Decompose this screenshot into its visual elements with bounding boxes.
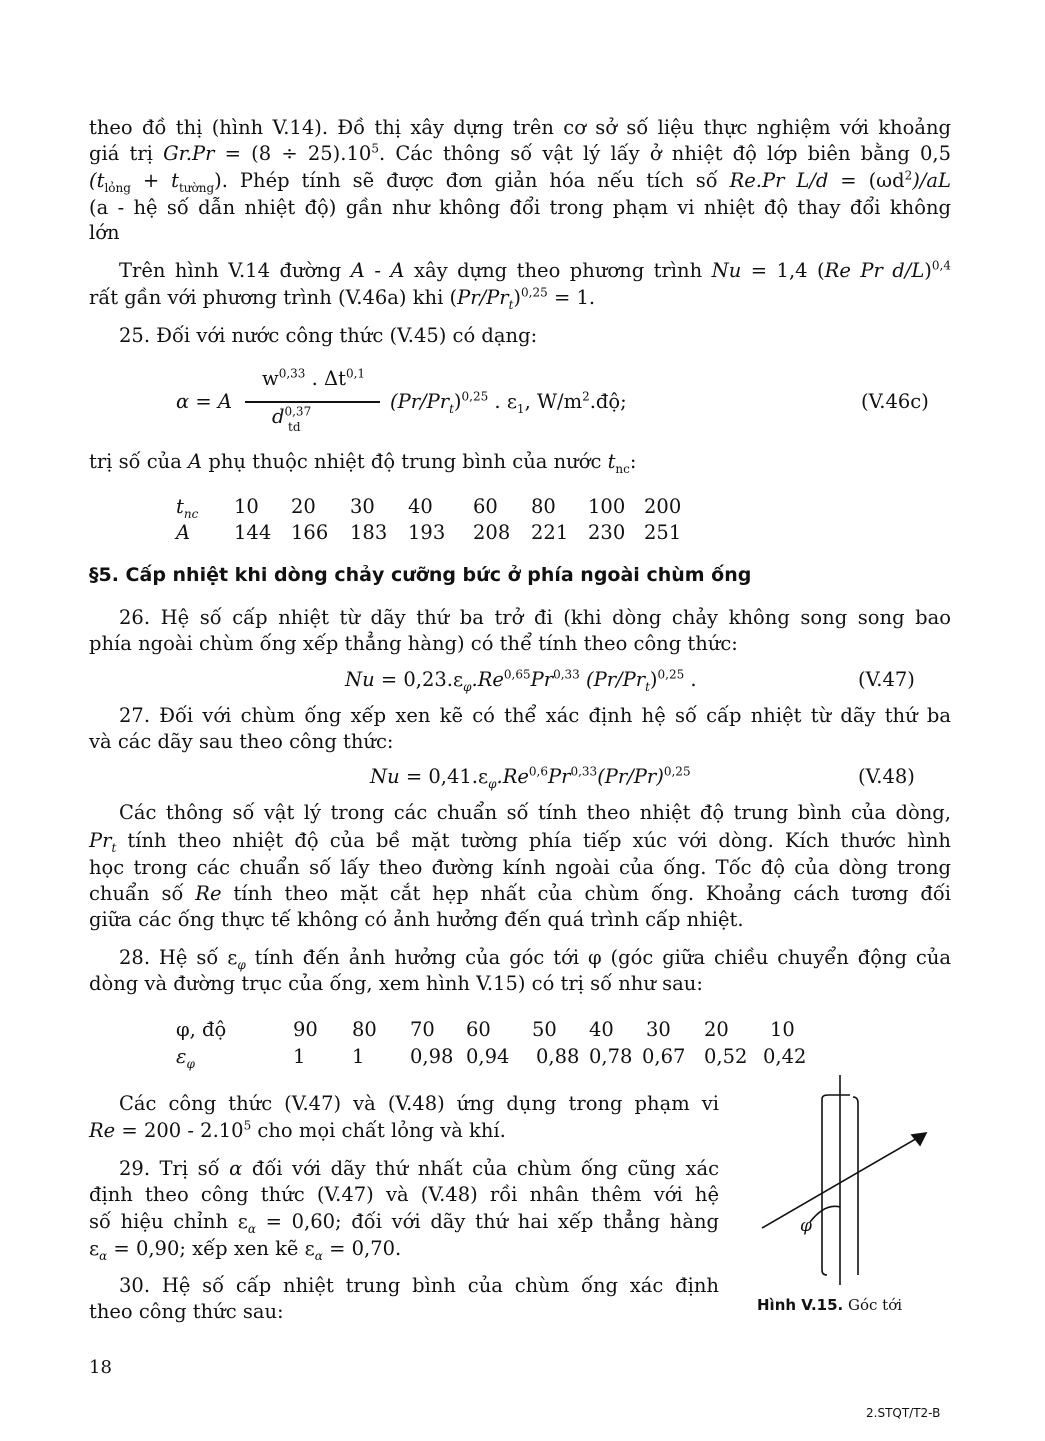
table-cell: 60 — [473, 495, 498, 518]
fraction-bar — [245, 401, 380, 403]
equation-number: (V.47) — [858, 668, 915, 691]
paragraph-line: trị số của A phụ thuộc nhiệt độ trung bình của nước $t_{nc}$: — [89, 450, 637, 476]
table-cell: 230 — [588, 521, 626, 544]
table-cell: 0,42 — [763, 1045, 807, 1068]
eq-numerator: $w^{0,33}$ . Δt$^{0,1}$ — [262, 366, 366, 390]
table-cell: 251 — [644, 521, 682, 544]
table-cell: 0,67 — [642, 1045, 686, 1068]
paragraph-line: và các dãy sau theo công thức: — [89, 730, 394, 753]
paragraph-line: lớn — [89, 221, 120, 244]
paragraph-line: rất gần với phương trình (V.46a) khi $(Pr/Pr_t)^{0,25} = 1$. — [89, 285, 596, 312]
equation-number: (V.46c) — [861, 390, 929, 413]
paragraph-line: chuẩn số Re tính theo mặt cắt hẹp nhất của chùm ống. Khoảng cách tương đối — [89, 882, 951, 905]
paragraph-line: Các công thức (V.47) và (V.48) ứng dụng trong phạm vi — [119, 1092, 719, 1115]
table-cell: 0,98 — [410, 1045, 454, 1068]
table-cell: 10 — [770, 1018, 795, 1041]
paragraph-line: 26. Hệ số cấp nhiệt từ dãy thứ ba trở đi (khi dòng chảy không song song bao — [119, 606, 951, 629]
table-cell: 208 — [473, 521, 511, 544]
eq-denominator-sub: td — [288, 420, 301, 434]
eq-rhs: $(Pr/Pr_t)^{0,25}$ . $\varepsilon_1$, $W/m^2.độ$; — [390, 389, 627, 416]
eq-lhs: α = A — [176, 390, 232, 413]
flow-line — [762, 1133, 926, 1228]
page-number: 18 — [89, 1357, 112, 1378]
row-label: A — [176, 521, 191, 544]
row-label: $\varepsilon_\varphi$ — [176, 1045, 195, 1071]
table-cell: 0,94 — [466, 1045, 510, 1068]
table-cell: 10 — [234, 495, 259, 518]
paragraph-line: 29. Trị số α đối với dãy thứ nhất của chùm ống cũng xác — [119, 1157, 719, 1180]
paragraph-line: 25. Đối với nước công thức (V.45) có dạng: — [119, 324, 538, 347]
row-label: $t_{nc}$ — [176, 495, 199, 521]
table-cell: 0,78 — [589, 1045, 633, 1068]
table-cell: 166 — [291, 521, 329, 544]
table-cell: 193 — [408, 521, 446, 544]
table-cell: 0,52 — [704, 1045, 748, 1068]
paragraph-line: học trong các chuẩn số lấy theo đường kính ngoài của ống. Tốc độ của dòng trong — [89, 856, 951, 879]
angle-label: φ — [800, 1216, 812, 1236]
table-cell: 20 — [291, 495, 316, 518]
table-cell: 70 — [410, 1018, 435, 1041]
table-cell: 30 — [350, 495, 375, 518]
table-cell: 40 — [408, 495, 433, 518]
eq-denominator: $d^{0,37}$ — [272, 404, 312, 428]
table-cell: 80 — [531, 495, 556, 518]
section-heading: §5. Cấp nhiệt khi dòng chảy cưỡng bức ở phía ngoài chùm ống — [89, 564, 752, 586]
table-cell: 90 — [293, 1018, 318, 1041]
table-cell: 20 — [704, 1018, 729, 1041]
table-cell: 80 — [352, 1018, 377, 1041]
paragraph-line: giữa các ống thực tế không có ảnh hưởng đến quá trình cấp nhiệt. — [89, 908, 744, 931]
paragraph-line: định theo công thức (V.47) và (V.48) rồi nhân thêm với hệ — [89, 1183, 719, 1206]
paragraph-line: số hiệu chỉnh $\varepsilon_\alpha = 0,60$; đối với dãy thứ hai xếp thẳng hàng — [89, 1210, 719, 1236]
equation-number: (V.48) — [858, 765, 915, 788]
table-cell: 221 — [531, 521, 569, 544]
paragraph-line: theo đồ thị (hình V.14). Đồ thị xây dựng trên cơ sở số liệu thực nghiệm với khoảng — [89, 116, 951, 139]
paragraph-line: phía ngoài chùm ống xếp thẳng hàng) có thể tính theo công thức: — [89, 632, 738, 655]
figure-caption: Hình V.15. Góc tới — [757, 1296, 903, 1314]
table-cell: 60 — [466, 1018, 491, 1041]
paragraph-line: 30. Hệ số cấp nhiệt trung bình của chùm ống xác định — [119, 1274, 719, 1297]
table-cell: 1 — [293, 1045, 306, 1068]
paragraph-line: Trên hình V.14 đường A - A xây dựng theo phương trình Nu = 1,4 (Re Pr d/L)$^{0,4}$ — [119, 258, 951, 282]
paragraph-line: $Pr_t$ tính theo nhiệt độ của bề mặt tường phía tiếp xúc với dòng. Kích thước hình — [89, 829, 951, 855]
paragraph-line: 27. Đối với chùm ống xếp xen kẽ có thể xác định hệ số cấp nhiệt từ dãy thứ ba — [119, 704, 951, 727]
table-cell: 183 — [350, 521, 388, 544]
paragraph-line: theo công thức sau: — [89, 1300, 284, 1323]
paragraph-line: dòng và đường trục của ống, xem hình V.15) có trị số như sau: — [89, 972, 703, 995]
row-label: φ, độ — [176, 1018, 227, 1041]
angle-arc — [810, 1206, 840, 1222]
table-cell: 30 — [646, 1018, 671, 1041]
tube-wall-left — [822, 1099, 827, 1275]
eq-body: $Nu = 0,23.\varepsilon_\varphi.Re^{0,65}Pr^{0,33}$ $(Pr/Pr_t)^{0,25}$ . — [345, 667, 697, 694]
paragraph-line: Re = 200 - 2.10$^5$ cho mọi chất lỏng và khí. — [89, 1118, 506, 1142]
figure-incidence-angle — [750, 1075, 940, 1290]
footer-code: 2.STQT/T2-B — [866, 1406, 941, 1420]
table-cell: 200 — [644, 495, 682, 518]
table-cell: 144 — [234, 521, 272, 544]
tube-top — [822, 1095, 850, 1099]
table-cell: 50 — [532, 1018, 557, 1041]
paragraph-line: Các thông số vật lý trong các chuẩn số tính theo nhiệt độ trung bình của dòng, — [119, 801, 951, 824]
paragraph-line: (a - hệ số dẫn nhiệt độ) gần như không đổi trong phạm vi nhiệt độ thay đổi không — [89, 196, 951, 219]
paragraph-line: $(t_{lỏng} + t_{tường})$. Phép tính sẽ được đơn giản hóa nếu tích số Re.Pr $L/d = (\omega d^2)/aL$ — [89, 168, 951, 195]
tube-wall-right — [853, 1097, 858, 1275]
eq-body: $Nu = 0,41.\varepsilon_\varphi.Re^{0,6}Pr^{0,33}(Pr/Pr)^{0,25}$ — [370, 764, 691, 791]
table-cell: 1 — [352, 1045, 365, 1068]
paragraph-line: 28. Hệ số $\varepsilon_\varphi$ tính đến ảnh hưởng của góc tới φ (góc giữa chiều chuyển động của — [119, 946, 951, 972]
table-cell: 0,88 — [536, 1045, 580, 1068]
paragraph-line: giá trị $Gr.Pr = (8 \div 25).10^5$. Các thông số vật lý lấy ở nhiệt độ lớp biên bằng 0,5 — [89, 141, 952, 165]
paragraph-line: $\varepsilon_\alpha = 0,90$; xếp xen kẽ $\varepsilon_\alpha = 0,70$. — [89, 1237, 402, 1263]
table-cell: 40 — [589, 1018, 614, 1041]
table-cell: 100 — [588, 495, 626, 518]
